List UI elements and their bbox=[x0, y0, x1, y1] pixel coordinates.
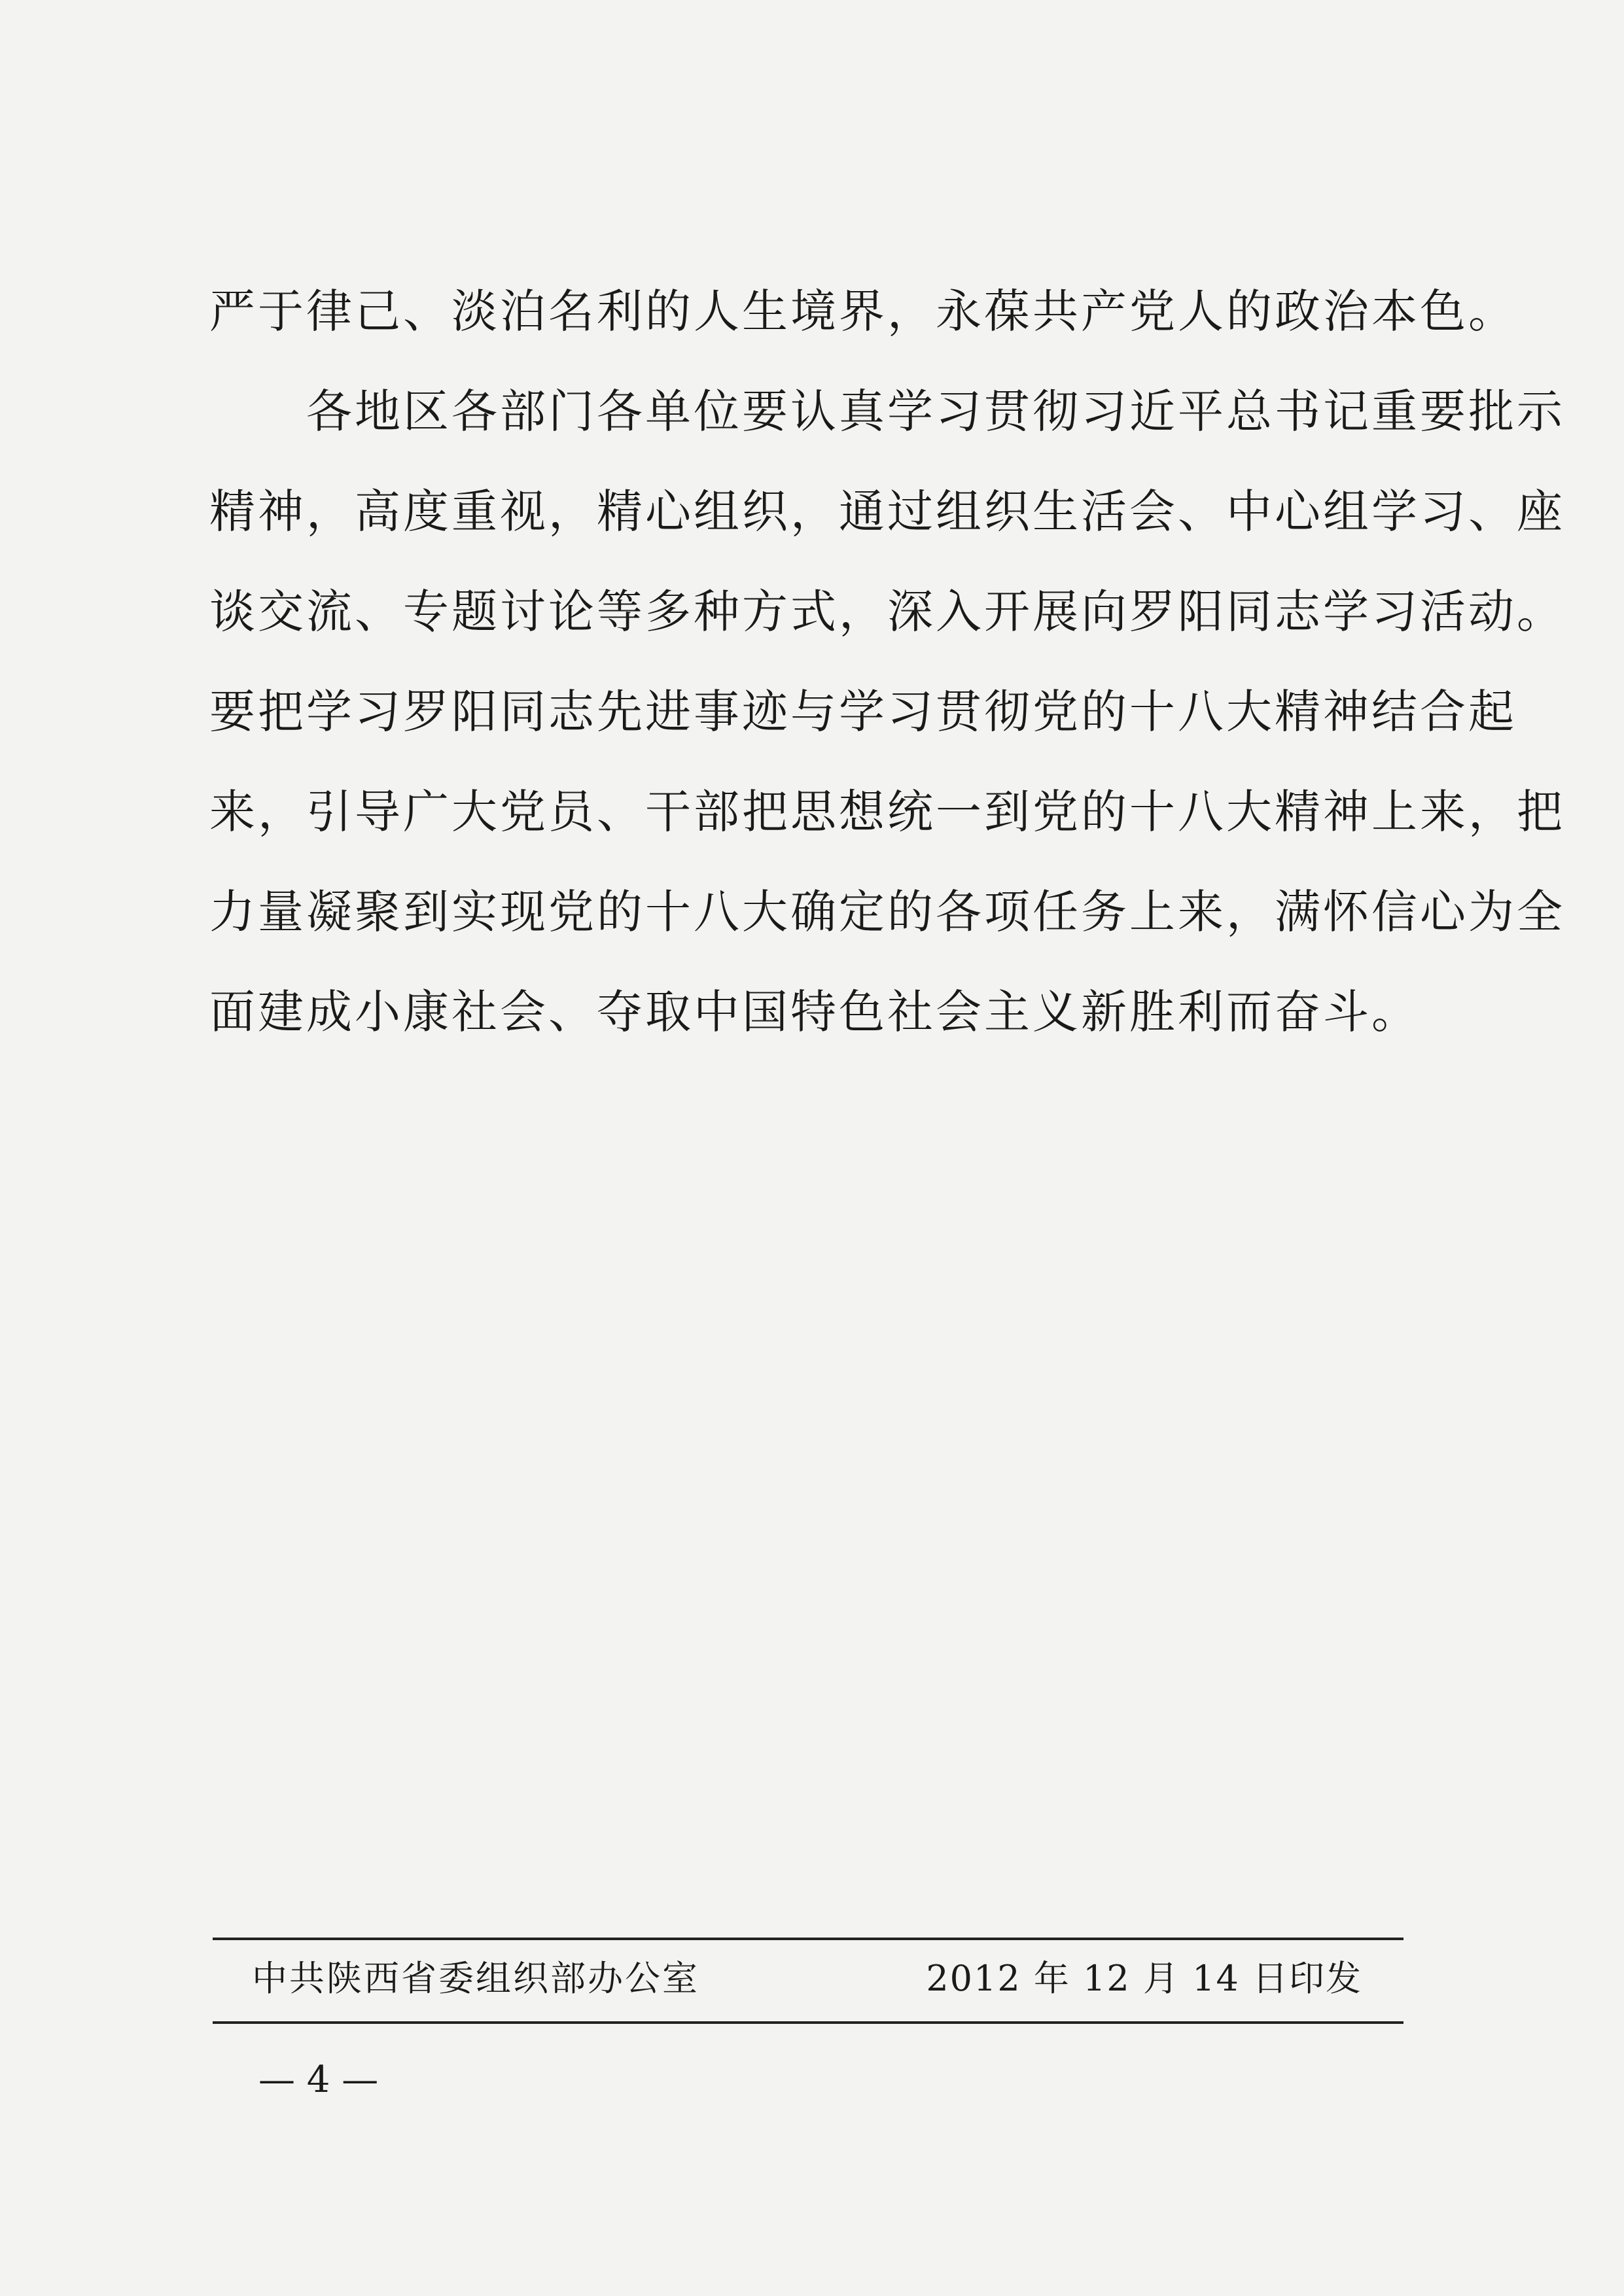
footer-bottom-rule bbox=[213, 2021, 1403, 2024]
body-line: 来，引导广大党员、干部把思想统一到党的十八大精神上来，把 bbox=[209, 785, 1565, 839]
body-line: 谈交流、专题讨论等多种方式，深入开展向罗阳同志学习活动。 bbox=[209, 585, 1565, 638]
body-line: 力量凝聚到实现党的十八大确定的各项任务上来，满怀信心为全 bbox=[209, 885, 1565, 939]
body-line: 要把学习罗阳同志先进事迹与学习贯彻党的十八大精神结合起 bbox=[209, 685, 1517, 739]
body-line: 严于律己、淡泊名利的人生境界，永葆共产党人的政治本色。 bbox=[209, 285, 1517, 338]
page-number: — 4 — bbox=[258, 2059, 379, 2101]
footer-top-rule bbox=[213, 1938, 1403, 1940]
body-line: 面建成小康社会、夺取中国特色社会主义新胜利而奋斗。 bbox=[209, 985, 1420, 1039]
body-line: 各地区各部门各单位要认真学习贯彻习近平总书记重要批示 bbox=[306, 385, 1565, 438]
body-line: 精神，高度重视，精心组织，通过组织生活会、中心组学习、座 bbox=[209, 485, 1565, 538]
body-text bbox=[209, 262, 1565, 1062]
footer-date: 2012 年 12 月 14 日印发 bbox=[926, 1958, 1362, 1999]
footer-issuer: 中共陕西省委组织部办公室 bbox=[252, 1958, 699, 1999]
